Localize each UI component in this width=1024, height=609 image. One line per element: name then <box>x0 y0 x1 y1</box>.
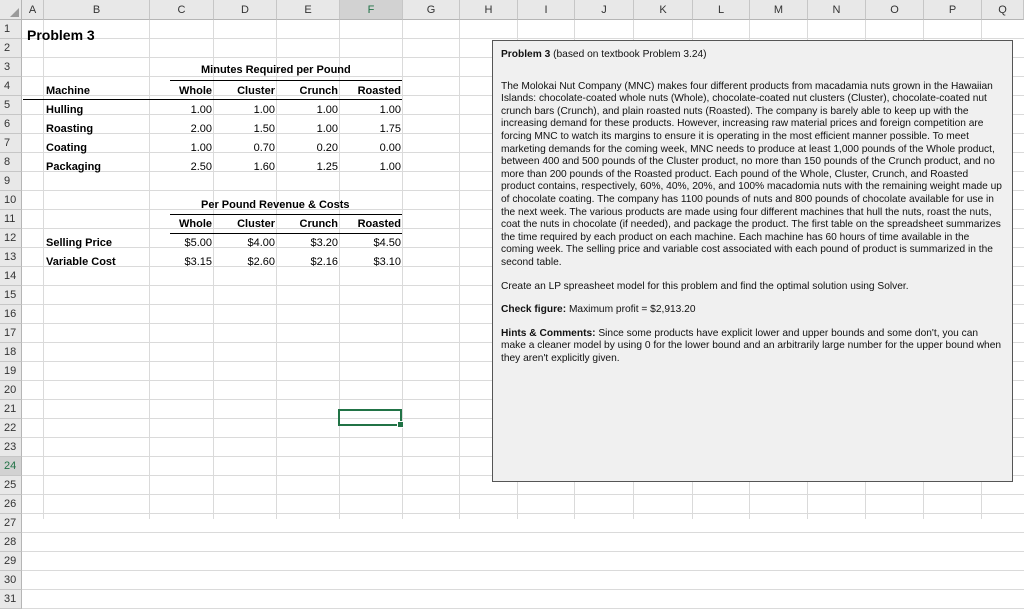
table-cell[interactable]: 1.00 <box>190 104 212 116</box>
column-header-q[interactable]: Q <box>982 0 1024 20</box>
table-cell[interactable]: $3.15 <box>184 256 212 268</box>
column-header-l[interactable]: L <box>693 0 750 20</box>
row-header-21[interactable]: 21 <box>0 400 22 419</box>
row-header-31[interactable]: 31 <box>0 590 22 609</box>
problem-description-textbox[interactable] <box>492 40 1013 482</box>
table-cell[interactable]: $2.16 <box>310 256 338 268</box>
row-header-10[interactable]: 10 <box>0 191 22 210</box>
row-header-1[interactable]: 1 <box>0 20 22 39</box>
hints-label: Hints & Comments: <box>501 327 596 339</box>
row-header-11[interactable]: 11 <box>0 210 22 229</box>
col-header-cluster[interactable]: Cluster <box>237 218 275 230</box>
row-header-26[interactable]: 26 <box>0 495 22 514</box>
col-header-roasted[interactable]: Roasted <box>357 218 401 230</box>
row-header-6[interactable]: 6 <box>0 115 22 134</box>
row-header-16[interactable]: 16 <box>0 305 22 324</box>
row-label-coating[interactable]: Coating <box>46 142 87 154</box>
row-header-30[interactable]: 30 <box>0 571 22 590</box>
column-header-e[interactable]: E <box>277 0 340 20</box>
check-figure-label: Check figure: <box>501 304 567 316</box>
table-cell[interactable]: 1.00 <box>379 104 401 116</box>
row-header-12[interactable]: 12 <box>0 229 22 248</box>
table-cell[interactable]: 0.20 <box>316 142 338 154</box>
row-header-8[interactable]: 8 <box>0 153 22 172</box>
column-header-n[interactable]: N <box>808 0 866 20</box>
minutes-header-underline <box>23 99 402 100</box>
fill-handle[interactable] <box>397 421 404 428</box>
row-header-25[interactable]: 25 <box>0 476 22 495</box>
row-gridline <box>22 589 1024 590</box>
textbox-body: The Molokai Nut Company (MNC) makes four different products from macadamia nuts grown in the Hawaiian Islands: chocolate-coated whole nuts (Whole), chocolate-coated nut clusters (Cluster), chocolate-coated nut crunch bars (Crunch), and plain roasted nuts (Roasted). The company is barely able to keep up with the increasing demand for these products. However, increasing raw material prices and foreign competition are forcing MNC to watch its margins to ensure it is operating in the most efficient manner possible. To meet marketing demands for the coming week, MNC needs to produce at least 1,000 pounds of the Whole product, between 400 and 500 pounds of the Cluster product, no more than 150 pounds of the Crunch product, and no more than 200 pounds of the Roasted product. Each pound of the Whole, Cluster, Crunch, and Roasted product contains, respectively, 60%, 40%, 20%, and 100% macadomia nuts with the remaining weight made up of chocolate coating. The company has 1100 pounds of nuts and 800 pounds of chocolate available for use in the next week. The various products are made using four different machines that hull the nuts, roast the nuts, coat the nuts in chocolate (if needed), and package the product. The first table on the spreadsheet summarizes the time required by each product on each machine. Each machine has 60 hours of time available in the coming week. The selling price and variable cost associated with each pound of product is summarized in the second table. <box>501 80 1002 268</box>
textbox-heading-rest: (based on textbook Problem 3.24) <box>550 49 707 60</box>
table-cell[interactable]: 0.00 <box>379 142 401 154</box>
col-header-crunch[interactable]: Crunch <box>299 218 338 230</box>
table-cell[interactable]: 1.75 <box>379 123 401 135</box>
table-cell[interactable]: $5.00 <box>184 237 212 249</box>
column-header-h[interactable]: H <box>460 0 518 20</box>
col-header-crunch[interactable]: Crunch <box>299 85 338 97</box>
column-header-m[interactable]: M <box>750 0 808 20</box>
row-header-5[interactable]: 5 <box>0 96 22 115</box>
row-header-29[interactable]: 29 <box>0 552 22 571</box>
row-header-19[interactable]: 19 <box>0 362 22 381</box>
sheet-title[interactable]: Problem 3 <box>27 27 95 43</box>
col-header-whole[interactable]: Whole <box>179 218 212 230</box>
revenue-table-heading[interactable]: Per Pound Revenue & Costs <box>201 199 350 211</box>
row-header-4[interactable]: 4 <box>0 77 22 96</box>
row-header-28[interactable]: 28 <box>0 533 22 552</box>
table-cell[interactable]: 1.00 <box>190 142 212 154</box>
row-header-24[interactable]: 24 <box>0 457 22 476</box>
textbox-heading-bold: Problem 3 <box>501 49 551 60</box>
column-header-d[interactable]: D <box>214 0 277 20</box>
row-label-variable-cost[interactable]: Variable Cost <box>46 256 116 268</box>
check-figure-value: Maximum profit = $2,913.20 <box>566 304 696 316</box>
row-label-selling-price[interactable]: Selling Price <box>46 237 113 249</box>
table-cell[interactable]: $4.50 <box>373 237 401 249</box>
row-gridline <box>22 532 1024 533</box>
col-header-roasted[interactable]: Roasted <box>357 85 401 97</box>
selected-cell-outline[interactable] <box>338 409 402 426</box>
table-cell[interactable]: 1.00 <box>316 123 338 135</box>
col-header-cluster[interactable]: Cluster <box>237 85 275 97</box>
row-header-2[interactable]: 2 <box>0 39 22 58</box>
row-header-27[interactable]: 27 <box>0 514 22 533</box>
row-header-13[interactable]: 13 <box>0 248 22 267</box>
row-header-9[interactable]: 9 <box>0 172 22 191</box>
column-header-o[interactable]: O <box>866 0 924 20</box>
table-cell[interactable]: 1.00 <box>379 161 401 173</box>
table-cell[interactable]: 2.00 <box>190 123 212 135</box>
table-cell[interactable]: 1.25 <box>316 161 338 173</box>
row-label-hulling[interactable]: Hulling <box>46 104 84 116</box>
column-header-i[interactable]: I <box>518 0 575 20</box>
row-header-14[interactable]: 14 <box>0 267 22 286</box>
column-header-k[interactable]: K <box>634 0 693 20</box>
row-header-18[interactable]: 18 <box>0 343 22 362</box>
minutes-heading-underline <box>170 80 402 81</box>
table-cell[interactable]: 0.70 <box>253 142 275 154</box>
row-header-7[interactable]: 7 <box>0 134 22 153</box>
column-header-f[interactable]: F <box>340 0 403 20</box>
column-header-p[interactable]: P <box>924 0 982 20</box>
table-cell[interactable]: 1.50 <box>253 123 275 135</box>
column-header-j[interactable]: J <box>575 0 634 20</box>
column-header-a[interactable]: A <box>22 0 44 20</box>
table-cell[interactable]: 1.60 <box>253 161 275 173</box>
row-label-roasting[interactable]: Roasting <box>46 123 94 135</box>
textbox-instruction: Create an LP spreasheet model for this problem and find the optimal solution using Solver. <box>501 280 909 292</box>
table-cell[interactable]: 1.00 <box>253 104 275 116</box>
row-header-17[interactable]: 17 <box>0 324 22 343</box>
table-cell[interactable]: $4.00 <box>247 237 275 249</box>
column-header-b[interactable]: B <box>44 0 150 20</box>
row-header-3[interactable]: 3 <box>0 58 22 77</box>
row-gridline <box>22 570 1024 571</box>
row-header-22[interactable]: 22 <box>0 419 22 438</box>
row-header-23[interactable]: 23 <box>0 438 22 457</box>
row-gridline <box>22 551 1024 552</box>
minutes-table-heading[interactable]: Minutes Required per Pound <box>201 64 351 76</box>
hints-value: Since some products have explicit lower and upper bounds and some don't, you can make a cleaner model by using 0 for the lower bound and an arbitrarily large number for the upper bound when they aren't explicitly given. <box>501 327 1002 364</box>
column-header-g[interactable]: G <box>403 0 460 20</box>
table-cell[interactable]: 2.50 <box>190 161 212 173</box>
table-cell[interactable]: $2.60 <box>247 256 275 268</box>
table-cell[interactable]: 1.00 <box>316 104 338 116</box>
table-cell[interactable]: $3.20 <box>310 237 338 249</box>
col-header-whole[interactable]: Whole <box>179 85 212 97</box>
table-cell[interactable]: $3.10 <box>373 256 401 268</box>
row-header-20[interactable]: 20 <box>0 381 22 400</box>
column-header-c[interactable]: C <box>150 0 214 20</box>
row-header-15[interactable]: 15 <box>0 286 22 305</box>
row-label-packaging[interactable]: Packaging <box>46 161 102 173</box>
machine-header[interactable]: Machine <box>46 85 91 97</box>
